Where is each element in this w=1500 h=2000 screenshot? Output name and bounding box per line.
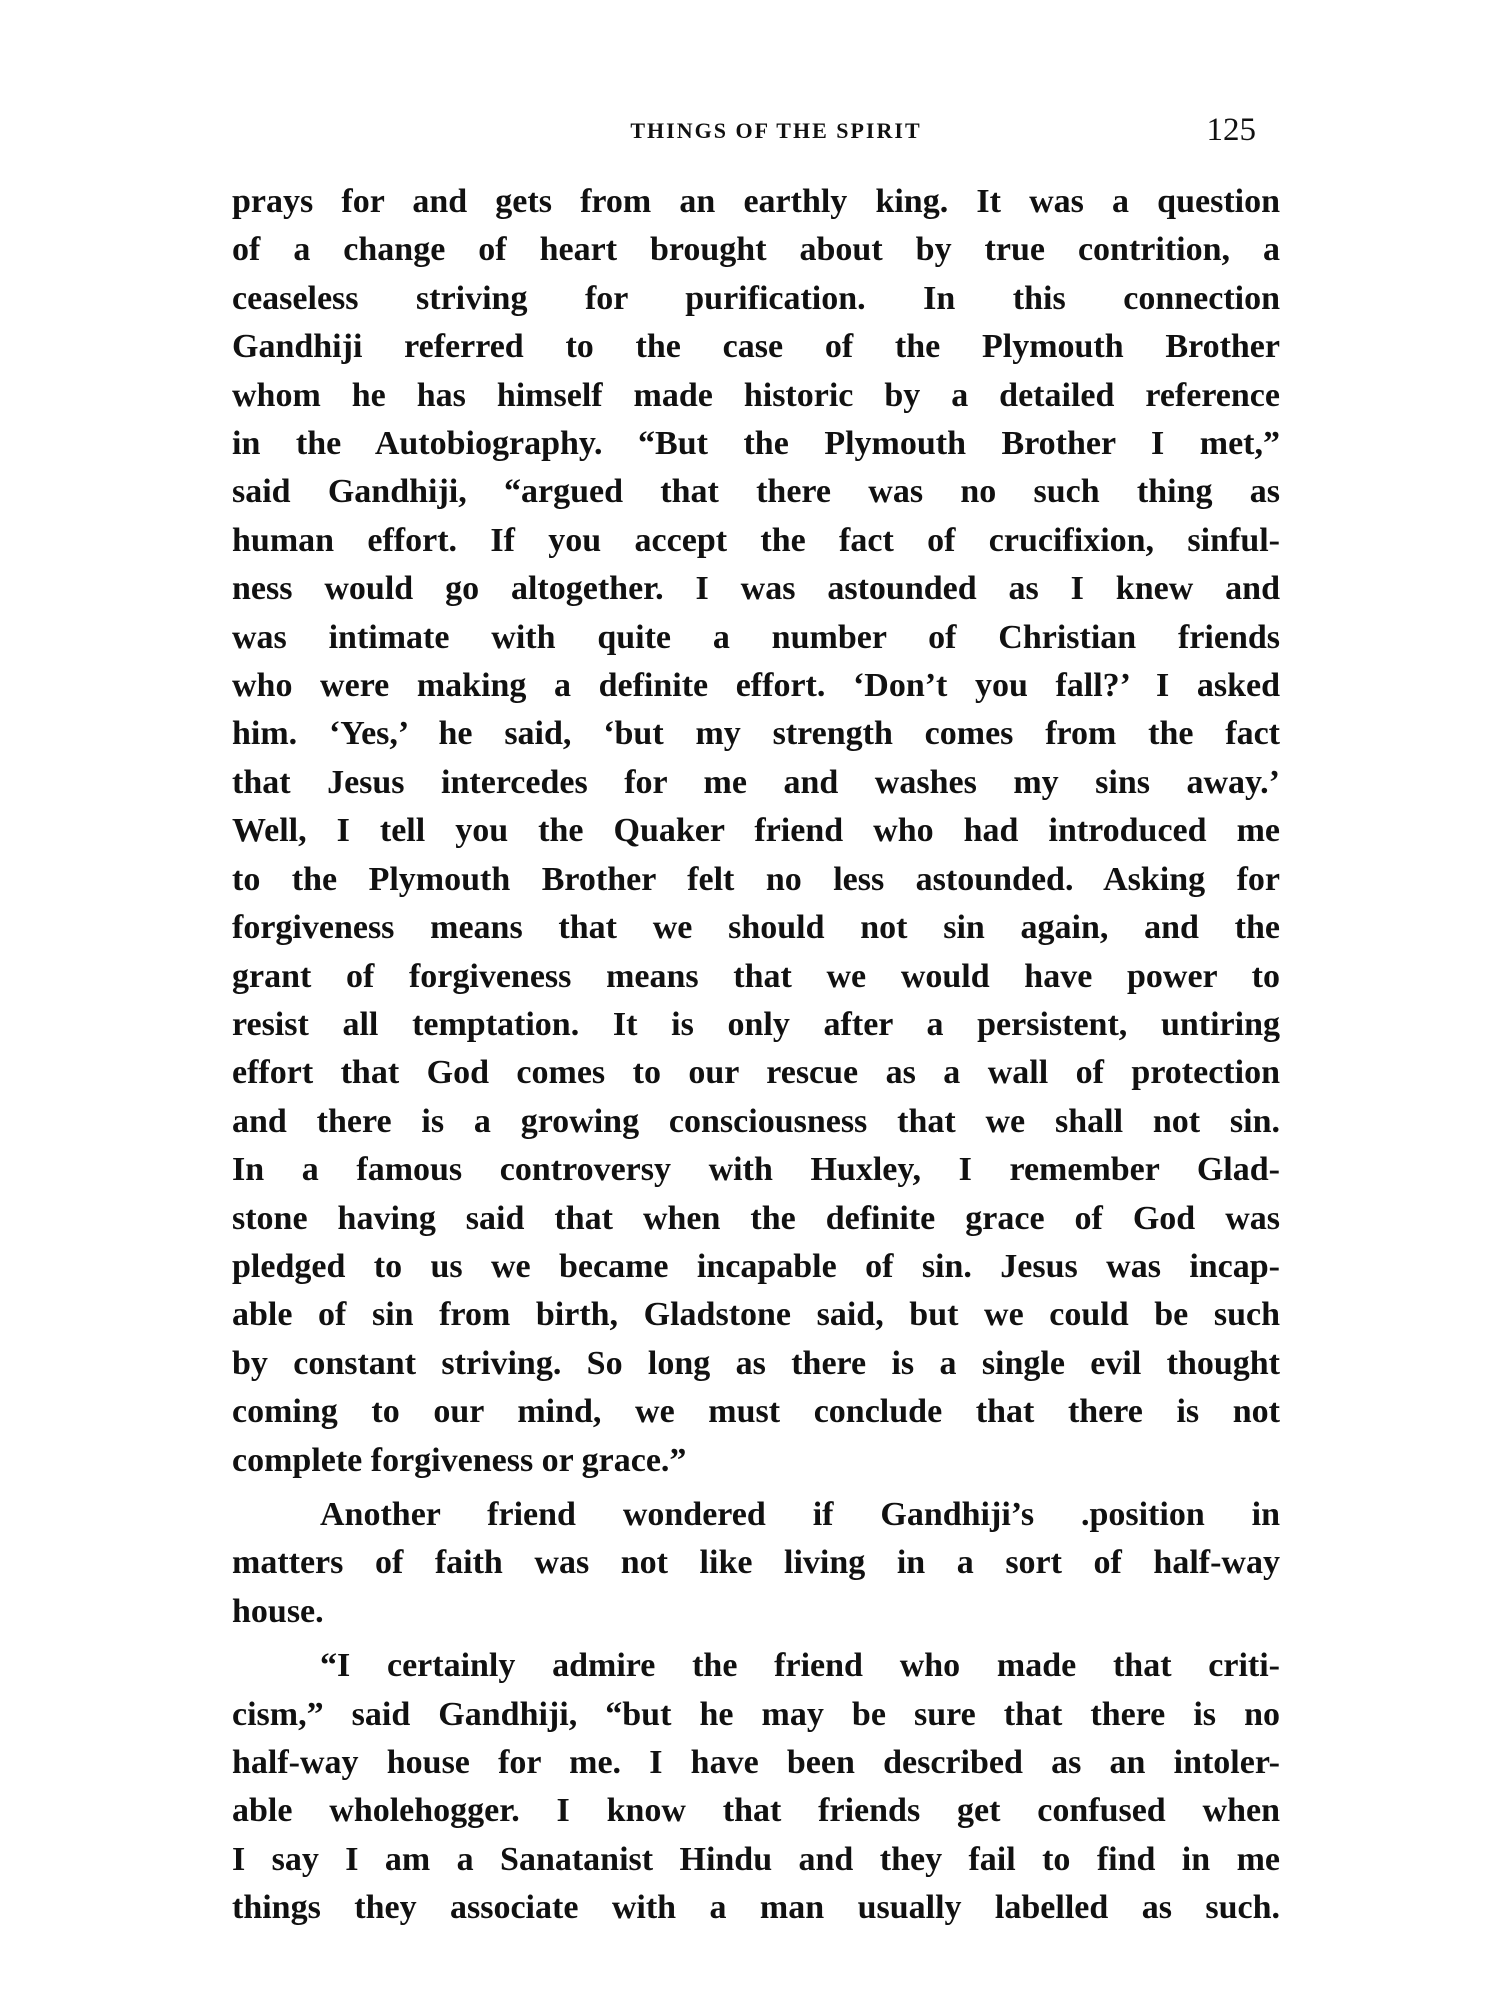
text-line: things they associate with a man usually labelled as such. bbox=[232, 1889, 1280, 1927]
text-line: house. bbox=[232, 1592, 324, 1630]
text-line: whom he has himself made historic by a detailed reference bbox=[232, 376, 1280, 414]
text-line: ceaseless striving for purification. In this connection bbox=[232, 279, 1280, 317]
text-line: who were making a definite effort. ‘Don’t you fall?’ I asked bbox=[232, 667, 1280, 705]
text-line: that Jesus intercedes for me and washes my sins away.’ bbox=[232, 763, 1280, 801]
text-line: complete forgiveness or grace.” bbox=[232, 1441, 687, 1479]
text-line: able wholehogger. I know that friends get confused when bbox=[232, 1792, 1280, 1830]
text-line: was intimate with quite a number of Christian friends bbox=[232, 618, 1280, 656]
text-line: in the Autobiography. “But the Plymouth Brother I met,” bbox=[232, 425, 1280, 463]
text-line: Well, I tell you the Quaker friend who had introduced me bbox=[232, 812, 1280, 850]
text-line: to the Plymouth Brother felt no less astounded. Asking for bbox=[232, 860, 1280, 898]
text-line: human effort. If you accept the fact of crucifixion, sinful- bbox=[232, 521, 1280, 559]
text-line: grant of forgiveness means that we would have power to bbox=[232, 957, 1280, 995]
text-line: and there is a growing consciousness that we shall not sin. bbox=[232, 1102, 1280, 1140]
text-line: forgiveness means that we should not sin again, and the bbox=[232, 909, 1280, 947]
text-line: prays for and gets from an earthly king. It was a question bbox=[232, 183, 1280, 220]
text-line: said Gandhiji, “argued that there was no such thing as bbox=[232, 473, 1280, 511]
text-line: stone having said that when the definite grace of God was bbox=[232, 1199, 1280, 1237]
text-line: pledged to us we became incapable of sin. Jesus was incap- bbox=[232, 1247, 1280, 1285]
text-line: by constant striving. So long as there is a single evil thought bbox=[232, 1344, 1280, 1382]
paragraph-2 bbox=[232, 1491, 1280, 1636]
paragraph-3 bbox=[232, 1642, 1280, 1932]
paragraph-1 bbox=[232, 178, 1280, 1485]
running-head bbox=[232, 112, 1280, 152]
text-line: “I certainly admire the friend who made that criti- bbox=[320, 1647, 1280, 1685]
text-line: Gandhiji referred to the case of the Plymouth Brother bbox=[232, 328, 1280, 366]
text-line: cism,” said Gandhiji, “but he may be sure that there is no bbox=[232, 1695, 1280, 1733]
text-line: of a change of heart brought about by true contrition, a bbox=[232, 231, 1280, 269]
text-line: coming to our mind, we must conclude that there is not bbox=[232, 1393, 1280, 1431]
body-text bbox=[232, 178, 1280, 1933]
text-line: I say I am a Sanatanist Hindu and they fail to find in me bbox=[232, 1840, 1280, 1878]
text-line: resist all temptation. It is only after a persistent, untiring bbox=[232, 1005, 1280, 1043]
text-line: able of sin from birth, Gladstone said, but we could be such bbox=[232, 1296, 1280, 1334]
text-line: matters of faith was not like living in a sort of half-way bbox=[232, 1544, 1280, 1582]
text-line: Another friend wondered if Gandhiji’s .position in bbox=[320, 1495, 1280, 1533]
page-number: 125 bbox=[1206, 112, 1256, 148]
text-line: In a famous controversy with Huxley, I remember Glad- bbox=[232, 1151, 1280, 1189]
text-line: ness would go altogether. I was astounded as I knew and bbox=[232, 570, 1280, 608]
text-line: half-way house for me. I have been described as an intoler- bbox=[232, 1744, 1280, 1781]
text-line: effort that God comes to our rescue as a wall of protection bbox=[232, 1054, 1280, 1092]
running-title: THINGS OF THE SPIRIT bbox=[630, 118, 922, 143]
text-line: him. ‘Yes,’ he said, ‘but my strength comes from the fact bbox=[232, 715, 1280, 753]
